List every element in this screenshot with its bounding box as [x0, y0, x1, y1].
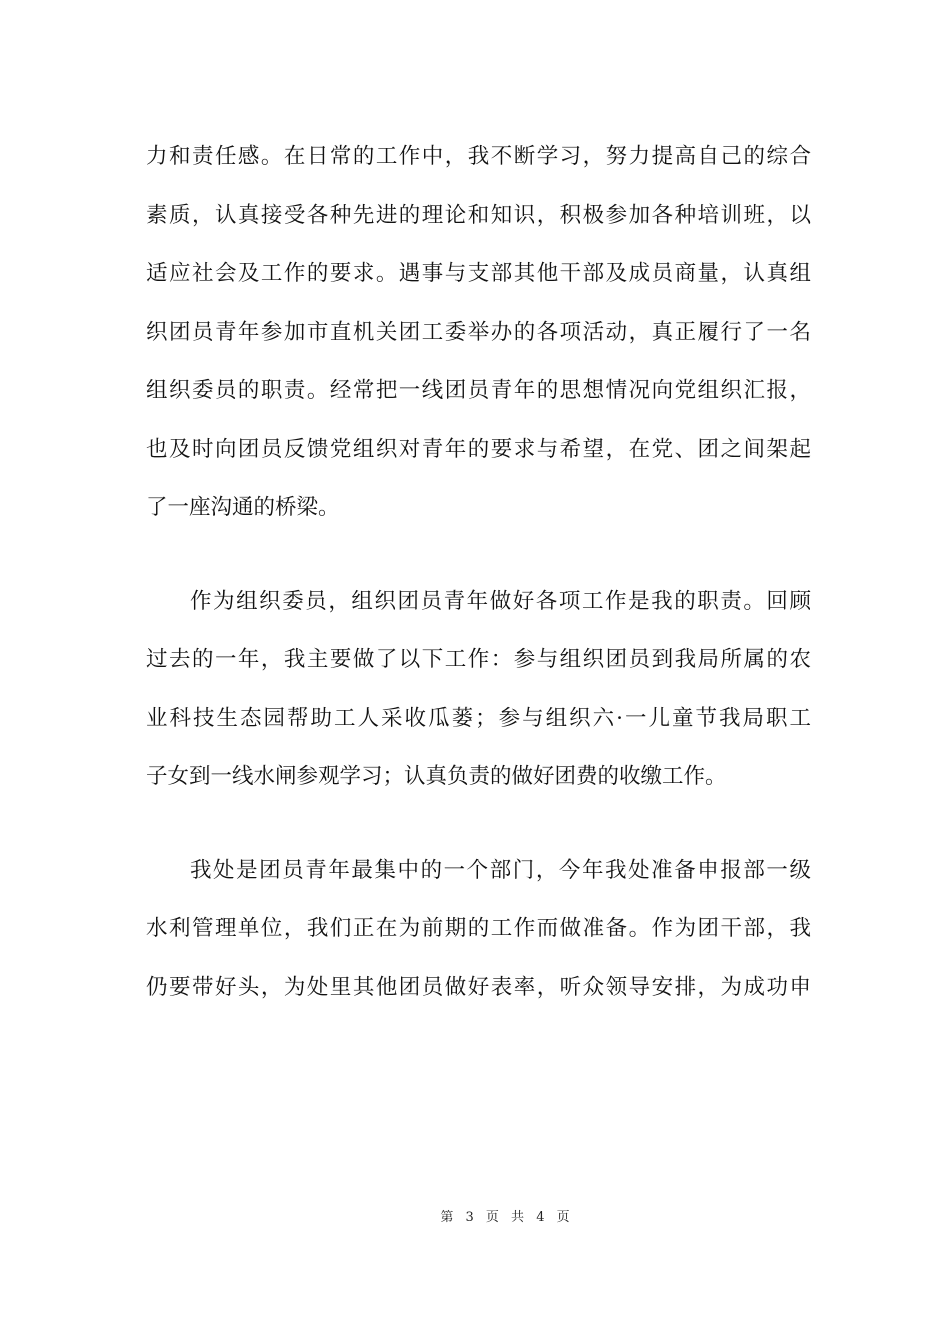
page-number: 第 3 页 共 4 页 — [440, 1210, 574, 1225]
page-footer — [0, 1206, 950, 1225]
text-line: 组织委员的职责。经常把一线团员青年的思想情况向党组织汇报， — [146, 378, 811, 403]
text-line: 仍要带好头，为处里其他团员做好表率，听众领导安排，为成功申 — [146, 974, 811, 1000]
paragraph-3 — [146, 842, 811, 1018]
text-line: 也及时向团员反馈党组织对青年的要求与希望，在党、团之间架起 — [146, 436, 811, 462]
body-text — [146, 128, 811, 1017]
text-line: 作为组织委员，组织团员青年做好各项工作是我的职责。回顾 — [190, 588, 811, 614]
paragraph-2 — [146, 573, 811, 807]
text-line: 适应社会及工作的要求。遇事与支部其他干部及成员商量，认真组 — [146, 261, 811, 286]
text-line: 力和责任感。在日常的工作中，我不断学习，努力提高自己的综合 — [146, 144, 811, 169]
text-line: 子女到一线水闸参观学习；认真负责的做好团费的收缴工作。 — [146, 764, 727, 789]
text-line: 我处是团员青年最集中的一个部门，今年我处准备申报部一级 — [190, 857, 811, 883]
paragraph-1 — [146, 128, 811, 538]
text-line: 过去的一年，我主要做了以下工作：参与组织团员到我局所属的农 — [146, 647, 811, 672]
text-line: 织团员青年参加市直机关团工委举办的各项活动，真正履行了一名 — [146, 319, 811, 345]
text-line: 水利管理单位，我们正在为前期的工作而做准备。作为团干部，我 — [146, 916, 811, 941]
text-line: 了一座沟通的桥梁。 — [146, 495, 340, 520]
text-line: 素质，认真接受各种先进的理论和知识，积极参加各种培训班，以 — [146, 202, 811, 228]
text-line: 业科技生态园帮助工人采收瓜蒌；参与组织六·一儿童节我局职工 — [146, 705, 811, 731]
